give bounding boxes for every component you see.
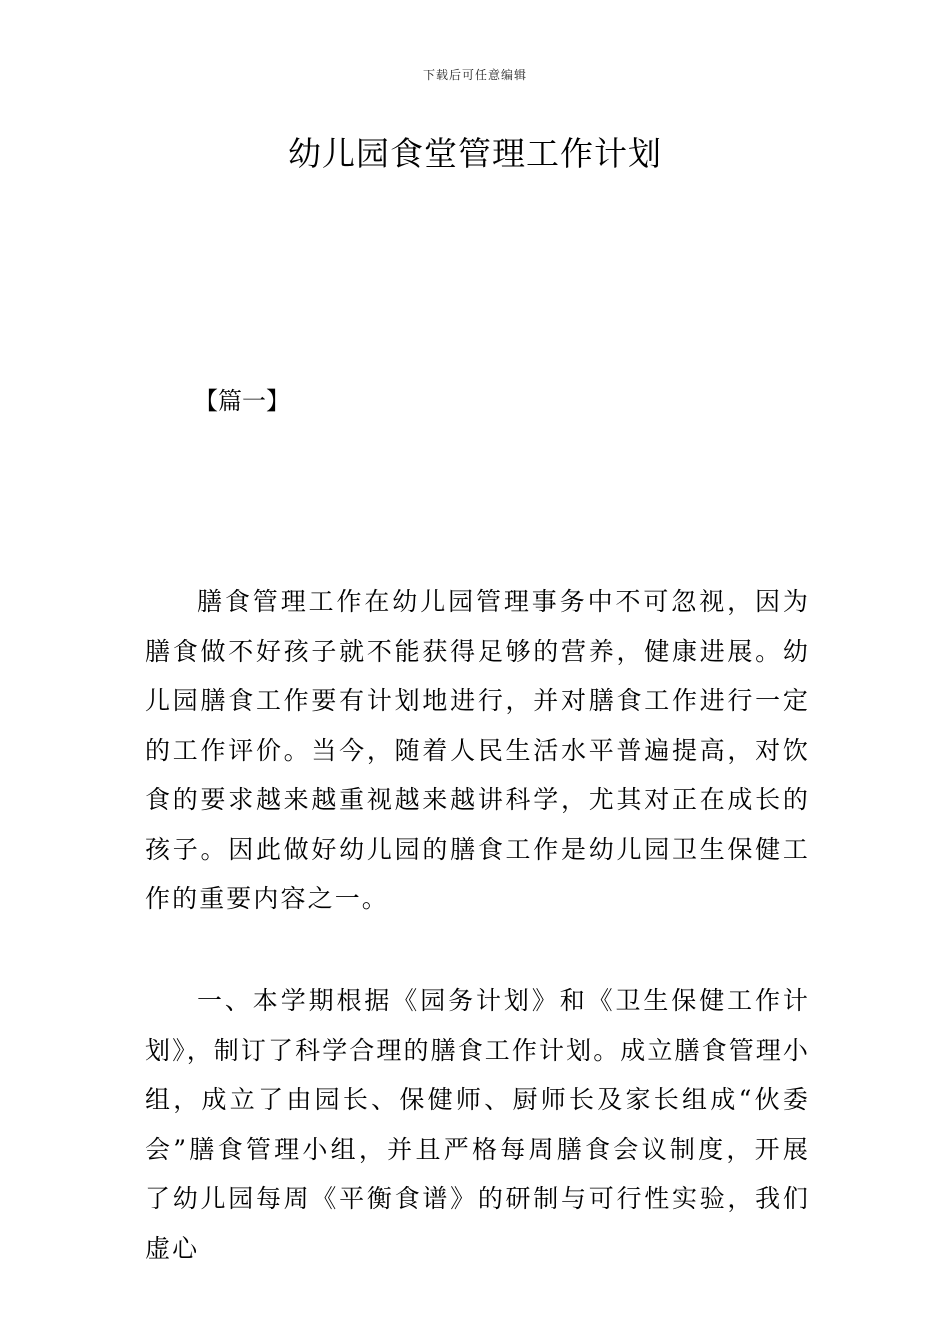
- body-paragraph-1: 膳食管理工作在幼儿园管理事务中不可忽视，因为膳食做不好孩子就不能获得足够的营养，健康进展。幼儿园膳食工作要有计划地进行，并对膳食工作进行一定的工作评价。当今，随着人民生活水平普遍提高，对饮食的要求越来越重视越来越讲科学，尤其对正在成长的孩子。因此做好幼儿园的膳食工作是幼儿园卫生保健工作的重要内容之一。: [145, 587, 810, 913]
- header-note: 下载后可任意编辑: [422, 68, 527, 82]
- body-paragraph-2: 一、本学期根据《园务计划》和《卫生保健工作计划》，制订了科学合理的膳食工作计划。成立膳食管理小组，成立了由园长、保健师、厨师长及家长组成“伙委会”膳食管理小组，并且严格每周膳食会议制度，开展了幼儿园每周《平衡食谱》的研制与可行性实验，我们虚心: [145, 986, 811, 1263]
- section-label: 【篇一】: [194, 387, 290, 415]
- page-title: 幼儿园食堂管理工作计划: [288, 134, 662, 173]
